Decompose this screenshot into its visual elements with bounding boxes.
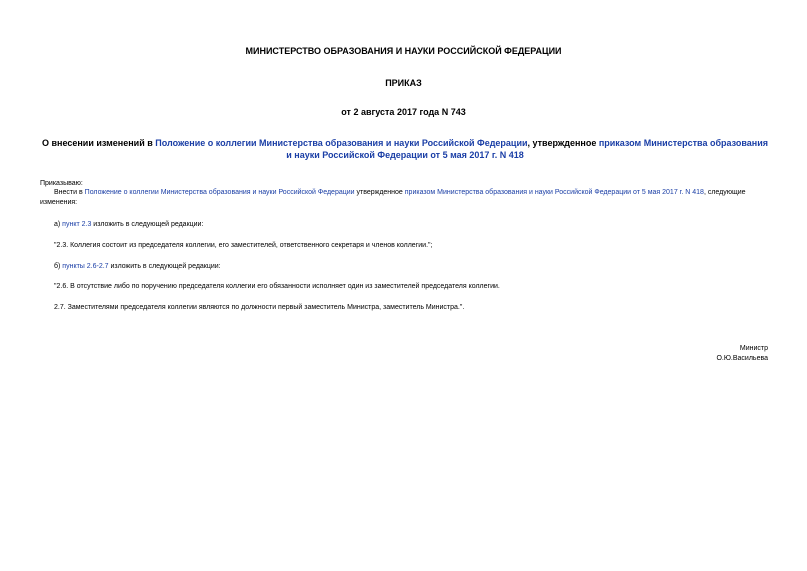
title-text-2: , утвержденное: [527, 138, 599, 148]
document-title: [38, 137, 772, 161]
ministry-heading: МИНИСТЕРСТВО ОБРАЗОВАНИЯ И НАУКИ РОССИЙСКОЙ ФЕДЕРАЦИИ: [245, 46, 562, 56]
quote-2-7: 2.7. Заместителями председателя коллегии являются по должности первый заместитель Министра, заместитель Министра.".: [54, 304, 465, 311]
item-a-prefix: а): [54, 221, 63, 228]
title-text-1: О внесении изменений в: [41, 138, 156, 148]
date-number-heading: от 2 августа 2017 года N 743: [341, 107, 466, 117]
item-a-link[interactable]: пункт 2.3: [62, 221, 92, 228]
quote-2-6: "2.6. В отсутствие либо по поручению председателя коллегии его обязанности исполняет один из заместителей председателя коллегии.: [54, 283, 500, 290]
quote-2-3: "2.3. Коллегия состоит из председателя коллегии, его заместителей, ответственного секретаря и членов коллегии.";: [54, 242, 433, 249]
intro-text-4: изменения:: [40, 199, 78, 206]
intro-text-3: , следующие: [703, 189, 746, 196]
title-link-order-418[interactable]: приказом Министерства образования и науки Российской Федерации от 5 мая 2017 г. N 418: [286, 138, 769, 160]
item-b-link[interactable]: пункты 2.6-2.7: [62, 263, 109, 270]
item-a: [54, 220, 203, 230]
order-word: Приказываю:: [40, 180, 83, 187]
signature-name: О.Ю.Васильева: [716, 355, 768, 362]
title-link-regulation[interactable]: Положение о коллегии Министерства образования и науки Российской Федерации: [155, 138, 528, 148]
doc-type-heading: ПРИКАЗ: [385, 78, 422, 88]
item-b-suffix: изложить в следующей редакции:: [108, 263, 221, 270]
intro-link-order-418[interactable]: приказом Министерства образования и науки Российской Федерации от 5 мая 2017 г. N 418: [404, 189, 704, 196]
intro-text-1: Внести в: [54, 189, 85, 196]
intro-link-regulation[interactable]: Положение о коллегии Министерства образования и науки Российской Федерации: [84, 189, 355, 196]
item-a-suffix: изложить в следующей редакции:: [91, 221, 204, 228]
signature-position: Министр: [739, 345, 768, 352]
item-b: [54, 262, 221, 272]
item-b-prefix: б): [54, 263, 63, 270]
intro-text-2: утвержденное: [354, 189, 405, 196]
intro-paragraph: [40, 188, 770, 208]
